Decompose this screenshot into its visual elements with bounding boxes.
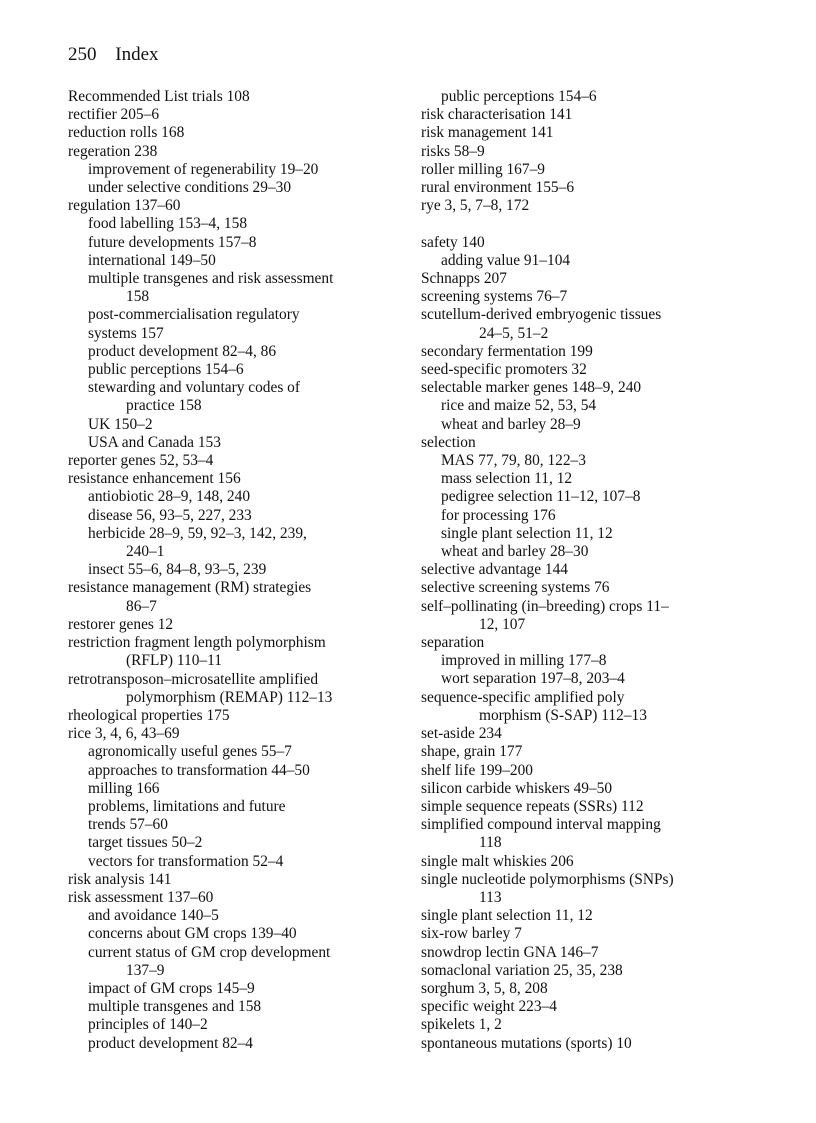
page-title: Index (115, 44, 159, 65)
index-entry: single nucleotide polymorphisms (SNPs) (421, 870, 674, 888)
index-entry: regeration 238 (68, 142, 158, 160)
index-column-right (421, 88, 771, 1053)
index-entry: snowdrop lectin GNA 146–7 (421, 943, 599, 961)
index-column-left (68, 88, 418, 1053)
index-subentry: future developments 157–8 (88, 233, 257, 251)
index-entry: set-aside 234 (421, 725, 502, 743)
index-subentry: wheat and barley 28–30 (441, 543, 589, 561)
index-subentry: problems, limitations and future (88, 797, 286, 815)
index-subentry: and avoidance 140–5 (88, 907, 219, 925)
index-entry: simple sequence repeats (SSRs) 112 (421, 797, 644, 815)
index-entry: rye 3, 5, 7–8, 172 (421, 197, 530, 215)
index-subentry: multiple transgenes and risk assessment (88, 270, 334, 288)
index-entry: regulation 137–60 (68, 197, 181, 215)
index-subentry: adding value 91–104 (441, 251, 571, 269)
index-subentry: approaches to transformation 44–50 (88, 761, 310, 779)
index-subentry: milling 166 (88, 779, 160, 797)
index-continuation: polymorphism (REMAP) 112–13 (126, 688, 333, 706)
index-subentry: pedigree selection 11–12, 107–8 (441, 488, 641, 506)
index-entry: selection (421, 433, 476, 451)
index-subentry: under selective conditions 29–30 (88, 179, 292, 197)
index-entry: Schnapps 207 (421, 270, 507, 288)
index-continuation: (RFLP) 110–11 (126, 652, 222, 670)
index-entry: sorghum 3, 5, 8, 208 (421, 979, 548, 997)
index-entry: silicon carbide whiskers 49–50 (421, 779, 613, 797)
index-entry: single malt whiskies 206 (421, 852, 574, 870)
index-subentry: single plant selection 11, 12 (441, 524, 613, 542)
index-entry: risk management 141 (421, 124, 554, 142)
index-continuation: 240–1 (126, 543, 165, 561)
index-continuation: practice 158 (126, 397, 202, 415)
index-entry: rural environment 155–6 (421, 179, 575, 197)
index-subentry: public perceptions 154–6 (88, 361, 244, 379)
index-subentry: wheat and barley 28–9 (441, 415, 581, 433)
index-continuation: 158 (126, 288, 150, 306)
index-subentry: improvement of regenerability 19–20 (88, 160, 319, 178)
index-subentry: USA and Canada 153 (88, 433, 221, 451)
index-entry: screening systems 76–7 (421, 288, 568, 306)
index-subentry: for processing 176 (441, 506, 556, 524)
index-entry: Recommended List trials 108 (68, 88, 250, 105)
index-subentry: international 149–50 (88, 251, 216, 269)
index-entry: rectifier 205–6 (68, 106, 160, 124)
index-entry: spontaneous mutations (sports) 10 (421, 1034, 632, 1052)
index-subentry: MAS 77, 79, 80, 122–3 (441, 452, 586, 470)
index-subentry: mass selection 11, 12 (441, 470, 573, 488)
index-subentry: rice and maize 52, 53, 54 (441, 397, 597, 415)
index-subentry: post-commercialisation regulatory (88, 306, 300, 324)
index-subentry: multiple transgenes and 158 (88, 998, 262, 1016)
index-subentry: stewarding and voluntary codes of (88, 379, 300, 397)
index-subentry: target tissues 50–2 (88, 834, 203, 852)
index-subentry: impact of GM crops 145–9 (88, 979, 255, 997)
index-continuation: 118 (479, 834, 502, 852)
index-entry: spikelets 1, 2 (421, 1016, 502, 1034)
index-subentry: insect 55–6, 84–8, 93–5, 239 (88, 561, 267, 579)
index-subentry: product development 82–4 (88, 1034, 253, 1052)
index-entry: selective advantage 144 (421, 561, 569, 579)
index-entry: reporter genes 52, 53–4 (68, 452, 214, 470)
index-entry: simplified compound interval mapping (421, 816, 661, 834)
index-subentry: systems 157 (88, 324, 164, 342)
index-subentry: improved in milling 177–8 (441, 652, 607, 670)
index-entry: roller milling 167–9 (421, 160, 545, 178)
index-entry: restriction fragment length polymorphism (68, 634, 326, 652)
index-entry: retrotransposon–microsatellite amplified (68, 670, 319, 688)
index-subentry: herbicide 28–9, 59, 92–3, 142, 239, (88, 524, 307, 542)
index-subentry: vectors for transformation 52–4 (88, 852, 284, 870)
index-subentry: wort separation 197–8, 203–4 (441, 670, 625, 688)
index-entry: shape, grain 177 (421, 743, 523, 761)
index-subentry: trends 57–60 (88, 816, 168, 834)
index-continuation: 113 (479, 888, 502, 906)
index-entry: six-row barley 7 (421, 925, 522, 943)
index-entry: selectable marker genes 148–9, 240 (421, 379, 642, 397)
index-subentry: product development 82–4, 86 (88, 342, 277, 360)
index-entry: rheological properties 175 (68, 706, 230, 724)
index-entry: rice 3, 4, 6, 43–69 (68, 725, 180, 743)
index-entry: risks 58–9 (421, 142, 485, 160)
index-entry: shelf life 199–200 (421, 761, 533, 779)
index-entry: seed-specific promoters 32 (421, 361, 587, 379)
index-entry: risk assessment 137–60 (68, 888, 214, 906)
index-entry: somaclonal variation 25, 35, 238 (421, 961, 623, 979)
index-entry: specific weight 223–4 (421, 998, 557, 1016)
section-gap (421, 215, 771, 233)
index-entry: scutellum-derived embryogenic tissues (421, 306, 662, 324)
index-subentry: disease 56, 93–5, 227, 233 (88, 506, 252, 524)
index-entry: separation (421, 634, 485, 652)
index-subentry: principles of 140–2 (88, 1016, 208, 1034)
index-entry: secondary fermentation 199 (421, 342, 593, 360)
index-entry: safety 140 (421, 233, 485, 251)
index-entry: reduction rolls 168 (68, 124, 185, 142)
index-entry: resistance management (RM) strategies (68, 579, 312, 597)
index-entry: selective screening systems 76 (421, 579, 610, 597)
index-subentry: concerns about GM crops 139–40 (88, 925, 297, 943)
index-continuation: 137–9 (126, 961, 165, 979)
index-continuation: morphism (S-SAP) 112–13 (479, 706, 647, 724)
index-entry: single plant selection 11, 12 (421, 907, 593, 925)
index-subentry: current status of GM crop development (88, 943, 331, 961)
index-entry: restorer genes 12 (68, 615, 174, 633)
index-entry: sequence-specific amplified poly (421, 688, 625, 706)
index-continuation: 12, 107 (479, 615, 526, 633)
index-subentry: public perceptions 154–6 (441, 88, 597, 105)
index-subentry: antiobiotic 28–9, 148, 240 (88, 488, 251, 506)
index-entry: risk analysis 141 (68, 870, 172, 888)
index-continuation: 24–5, 51–2 (479, 324, 549, 342)
index-subentry: food labelling 153–4, 158 (88, 215, 248, 233)
index-subentry: UK 150–2 (88, 415, 153, 433)
page-header (68, 44, 159, 66)
index-entry: self–pollinating (in–breeding) crops 11– (421, 597, 669, 615)
page-number: 250 (68, 44, 97, 65)
index-entry: risk characterisation 141 (421, 106, 573, 124)
index-entry: resistance enhancement 156 (68, 470, 241, 488)
index-continuation: 86–7 (126, 597, 157, 615)
index-subentry: agronomically useful genes 55–7 (88, 743, 292, 761)
